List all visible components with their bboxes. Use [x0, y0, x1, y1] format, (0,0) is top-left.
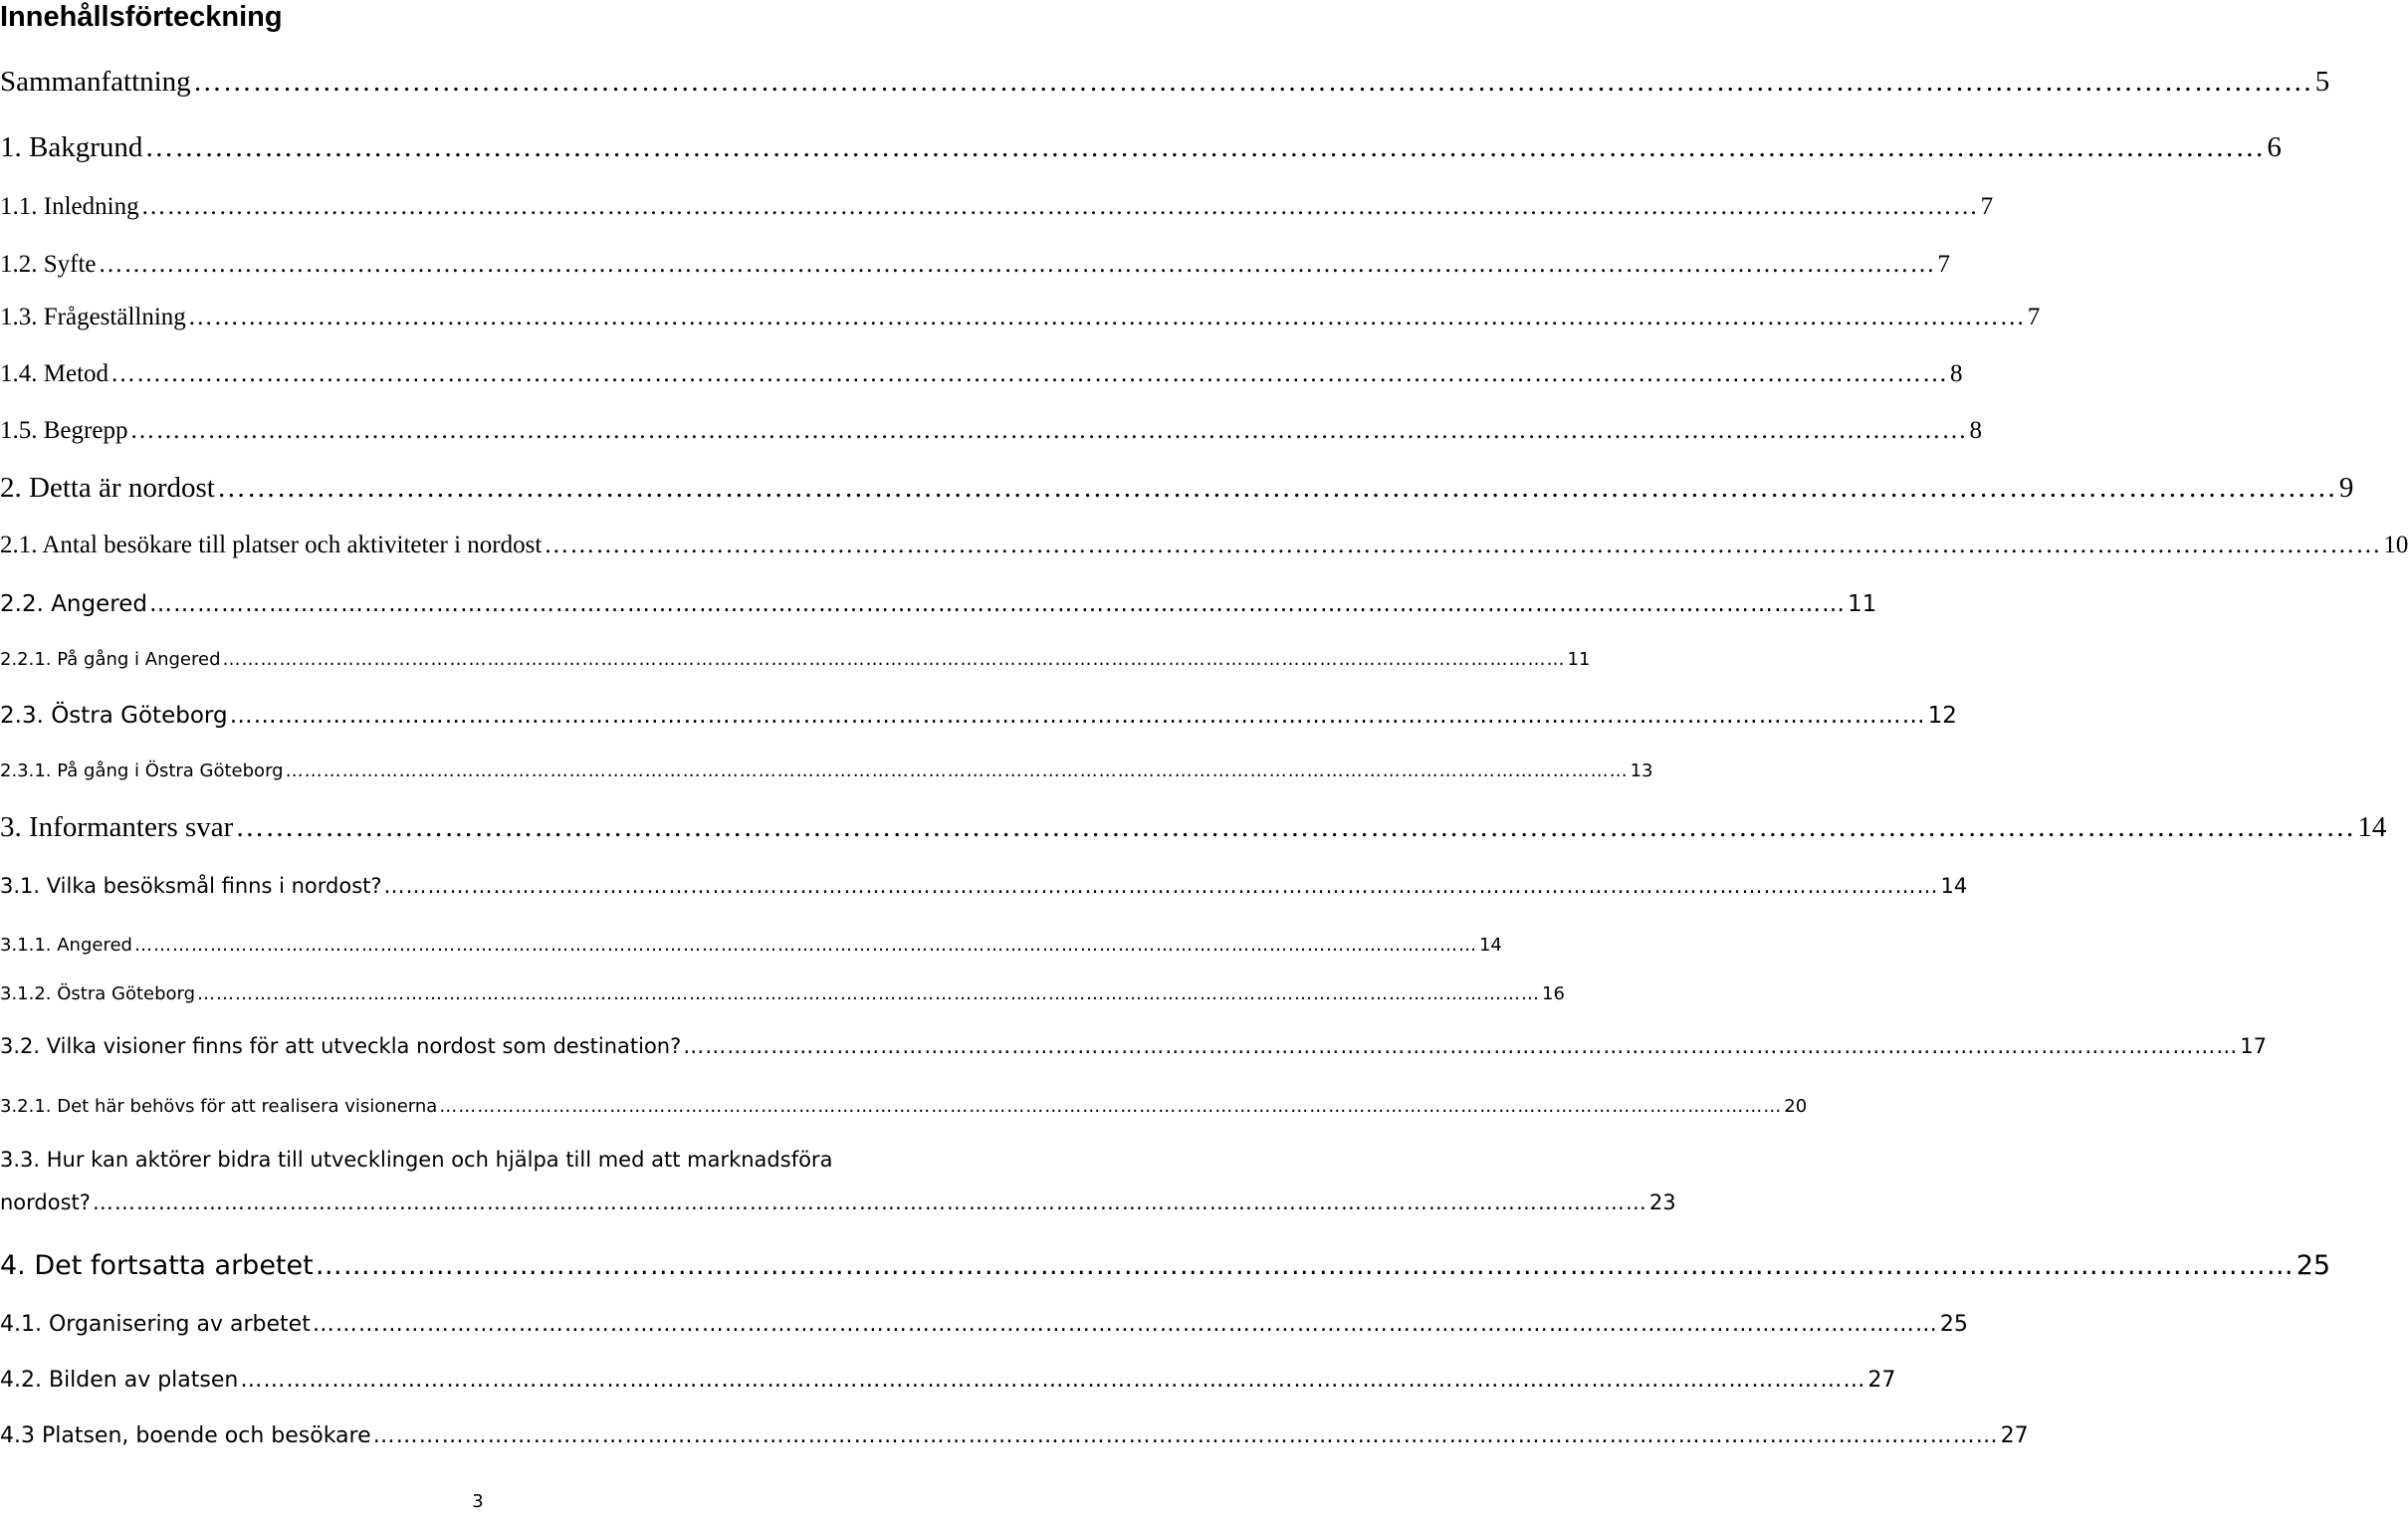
toc-entry-page: 14: [2357, 811, 2387, 843]
toc-entry[interactable]: [0, 131, 2282, 164]
toc-entry[interactable]: [0, 983, 1565, 1004]
toc-entry-title: 1.3. Frågeställning: [0, 304, 186, 330]
toc-entry-title: 3.2. Vilka visioner finns för att utveckla nordost som destination?: [0, 1034, 682, 1058]
toc-heading: Innehållsförteckning: [0, 1, 283, 33]
toc-entry[interactable]: [0, 935, 1502, 956]
toc-entry[interactable]: [0, 360, 1963, 388]
toc-entry[interactable]: [0, 1312, 1968, 1337]
dot-leader: ……………………………………………………………………………………………………………………………………………………………………………………………: [439, 1096, 1783, 1117]
dot-leader: ……………………………………………………………………………………………………………………………………………………………………………………………: [544, 532, 2382, 558]
toc-entry-page: 16: [1542, 983, 1565, 1004]
toc-entry[interactable]: [0, 1034, 2267, 1058]
dot-leader: ……………………………………………………………………………………………………………………………………………………………………………………………: [129, 417, 1968, 444]
toc-entry-title: 4. Det fortsatta arbetet: [0, 1250, 314, 1281]
dot-leader: ……………………………………………………………………………………………………………………………………………………………………………………………: [133, 935, 1477, 956]
toc-entry-title: 4.1. Organisering av arbetet: [0, 1312, 311, 1337]
toc-entry-page: 27: [2000, 1423, 2029, 1448]
toc-entry-title: 3.1.1. Angered: [0, 935, 132, 956]
dot-leader: ……………………………………………………………………………………………………………………………………………………………………………………………: [285, 760, 1629, 781]
toc-entry-title: 4.3 Platsen, boende och besökare: [0, 1423, 371, 1448]
dot-leader: ……………………………………………………………………………………………………………………………………………………………………………………………: [197, 983, 1541, 1004]
page-number: 3: [472, 1491, 484, 1512]
toc-entry-title: nordost?: [0, 1190, 91, 1214]
toc-entry-title: 3.2.1. Det här behövs för att realisera visionerna: [0, 1096, 438, 1117]
toc-entry-page: 14: [1940, 874, 1968, 898]
toc-entry[interactable]: [0, 417, 1982, 445]
toc-entry-page: 11: [1567, 649, 1591, 670]
toc-entry-title: 1.2. Syfte: [0, 251, 97, 278]
dot-leader: ……………………………………………………………………………………………………………………………………………………………………………………………: [148, 591, 1846, 617]
toc-entry-title: 3.1. Vilka besöksmål finns i nordost?: [0, 874, 382, 898]
dot-leader: ……………………………………………………………………………………………………………………………………………………………………………………………: [222, 649, 1566, 670]
toc-entry-title: 1.5. Begrepp: [0, 417, 128, 444]
dot-leader: ……………………………………………………………………………………………………………………………………………………………………………………………: [192, 66, 2313, 98]
toc-entry[interactable]: [0, 760, 1653, 781]
toc-entry-page: 6: [2267, 131, 2282, 163]
dot-leader: ……………………………………………………………………………………………………………………………………………………………………………………………: [372, 1423, 1999, 1448]
toc-entry-title: 2.3.1. På gång i Östra Göteborg: [0, 760, 284, 781]
dot-leader: ……………………………………………………………………………………………………………………………………………………………………………………………: [229, 703, 1926, 729]
toc-entry[interactable]: [0, 66, 2330, 99]
toc-entry-page: 5: [2314, 66, 2330, 98]
toc-entry[interactable]: [0, 1190, 1676, 1214]
toc-entry-page: 13: [1630, 760, 1653, 781]
toc-entry[interactable]: [0, 193, 1994, 221]
toc-entry-title: 2.2. Angered: [0, 591, 147, 617]
toc-entry[interactable]: [0, 1423, 2029, 1448]
dot-leader: ……………………………………………………………………………………………………………………………………………………………………………………………: [240, 1368, 1866, 1393]
toc-entry[interactable]: [0, 304, 2041, 331]
toc-entry-page: 8: [1969, 417, 1982, 444]
toc-entry-page: 17: [2240, 1034, 2267, 1058]
dot-leader: ……………………………………………………………………………………………………………………………………………………………………………………………: [144, 131, 2266, 163]
toc-entry[interactable]: [0, 1368, 1896, 1393]
toc-entry-title: 2.1. Antal besökare till platser och aktiviteter i nordost: [0, 532, 543, 558]
toc-entry[interactable]: [0, 1250, 2331, 1281]
toc-entry[interactable]: [0, 251, 1951, 279]
dot-leader: ……………………………………………………………………………………………………………………………………………………………………………………………: [92, 1190, 1647, 1214]
dot-leader: ……………………………………………………………………………………………………………………………………………………………………………………………: [315, 1250, 2295, 1281]
toc-entry[interactable]: [0, 1096, 1808, 1117]
toc-entry-page: 27: [1867, 1368, 1896, 1393]
toc-entry-page: 11: [1847, 591, 1877, 617]
toc-entry-page: 23: [1648, 1190, 1676, 1214]
toc-entry-title: 1. Bakgrund: [0, 131, 143, 163]
toc-entry[interactable]: [0, 649, 1591, 670]
toc-entry-title: 2.3. Östra Göteborg: [0, 703, 228, 729]
dot-leader: ……………………………………………………………………………………………………………………………………………………………………………………………: [683, 1034, 2239, 1058]
toc-entry-page: 7: [2027, 304, 2041, 330]
toc-entry-title: 1.1. Inledning: [0, 193, 139, 220]
dot-leader: ……………………………………………………………………………………………………………………………………………………………………………………………: [216, 472, 2337, 504]
toc-entry-title: 1.4. Metod: [0, 360, 109, 387]
toc-entry-page: 9: [2338, 472, 2354, 504]
toc-entry-page: 20: [1784, 1096, 1808, 1117]
dot-leader: ……………………………………………………………………………………………………………………………………………………………………………………………: [235, 811, 2356, 843]
toc-entry[interactable]: [0, 532, 2408, 559]
toc-entry-title: Sammanfattning: [0, 66, 191, 98]
toc-entry[interactable]: [0, 591, 1877, 617]
toc-entry-page: 25: [2296, 1250, 2331, 1281]
toc-entry-page: 10: [2383, 532, 2408, 558]
dot-leader: ……………………………………………………………………………………………………………………………………………………………………………………………: [98, 251, 1936, 278]
toc-entry-page: 25: [1939, 1312, 1968, 1337]
toc-entry-title: 3. Informanters svar: [0, 811, 234, 843]
toc-entry-title: 2. Detta är nordost: [0, 472, 215, 504]
toc-entry-title: 2.2.1. På gång i Angered: [0, 649, 221, 670]
toc-entry-page: 12: [1927, 703, 1957, 729]
toc-entry[interactable]: [0, 874, 1968, 898]
toc-entry-title: 3.1.2. Östra Göteborg: [0, 983, 196, 1004]
toc-entry-title: 4.2. Bilden av platsen: [0, 1368, 239, 1393]
toc-entry-page: 8: [1950, 360, 1963, 387]
dot-leader: ……………………………………………………………………………………………………………………………………………………………………………………………: [383, 874, 1939, 898]
toc-entry[interactable]: [0, 811, 2387, 844]
dot-leader: ……………………………………………………………………………………………………………………………………………………………………………………………: [312, 1312, 1938, 1337]
toc-entry-page: 7: [1980, 193, 1994, 220]
toc-entry-title[interactable]: 3.3. Hur kan aktörer bidra till utvecklingen och hjälpa till med att marknadsföra: [0, 1148, 833, 1172]
dot-leader: ……………………………………………………………………………………………………………………………………………………………………………………………: [110, 360, 1949, 387]
toc-entry[interactable]: [0, 703, 1957, 729]
dot-leader: ……………………………………………………………………………………………………………………………………………………………………………………………: [140, 193, 1979, 220]
dot-leader: ……………………………………………………………………………………………………………………………………………………………………………………………: [187, 304, 2026, 330]
toc-entry-page: 14: [1478, 935, 1502, 956]
toc-entry[interactable]: [0, 472, 2354, 505]
toc-entry-page: 7: [1937, 251, 1951, 278]
